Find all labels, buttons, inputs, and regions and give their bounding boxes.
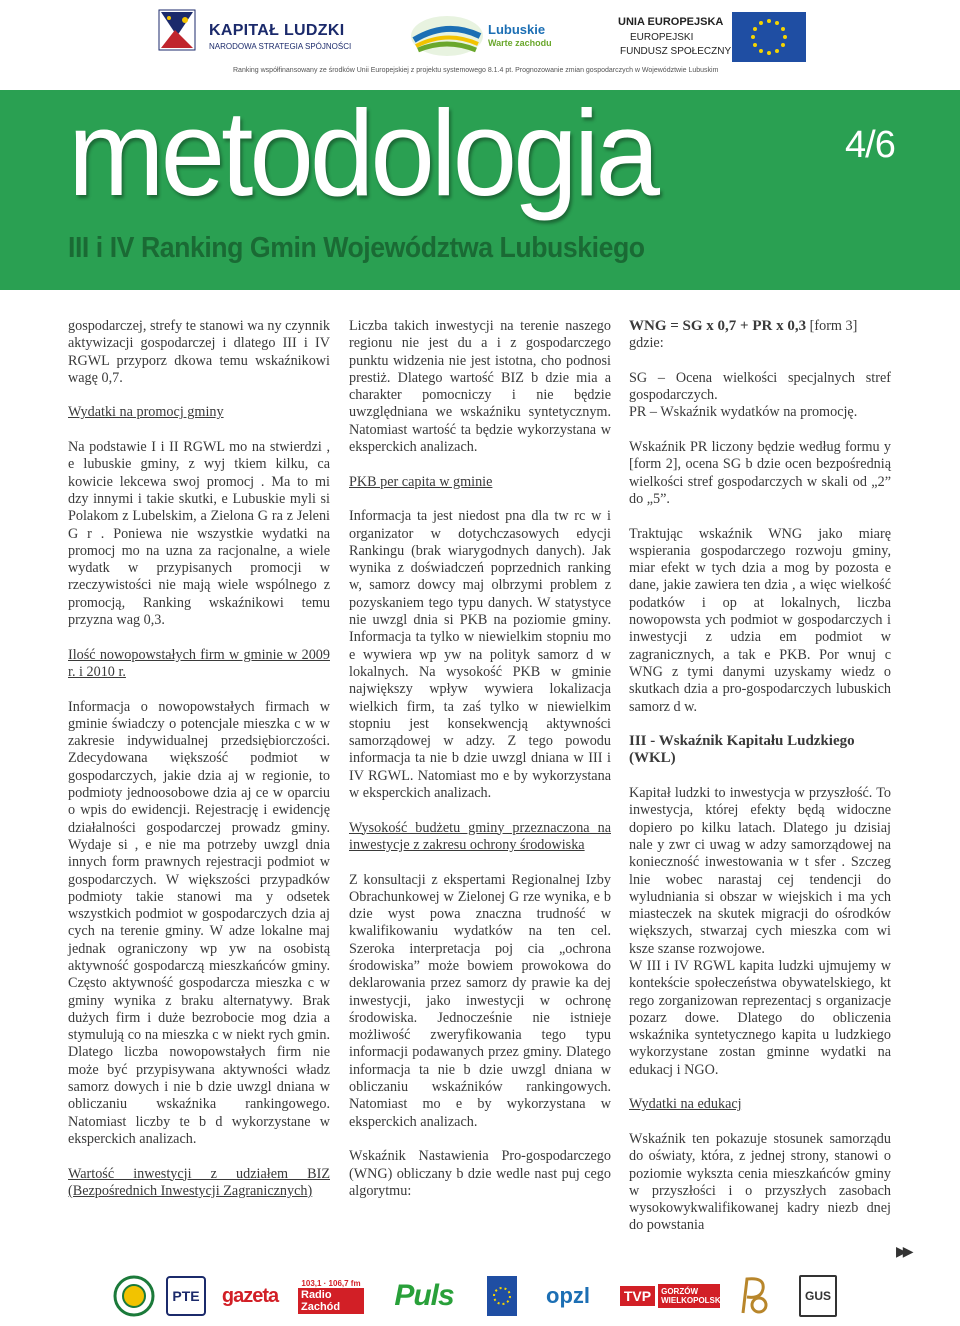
section-heading: Wartość inwestycji z udziałem BIZ (Bezpośrednich Inwestycji Zagranicznych) bbox=[68, 1165, 330, 1199]
section-heading: Ilość nowopowstałych firm w gminie w 2009 r. i 2010 r. bbox=[68, 646, 330, 680]
paragraph: gospodarczej, strefy te stanowi wa ny czynnik aktywizacji gospodarczej i dlatego III i IV RGWL przyporz dkowa temu wskaźnikowi wagę 0,7. bbox=[68, 318, 330, 386]
lubuskie-logo bbox=[410, 12, 560, 62]
formula-tag: [form 3] bbox=[809, 318, 858, 334]
formula-where: gdzie: bbox=[629, 335, 664, 352]
section-heading: Wydatki na edukacj bbox=[629, 1096, 742, 1113]
ue-line3: FUNDUSZ SPOŁECZNY bbox=[620, 46, 732, 57]
gus-text: GUS bbox=[799, 1275, 837, 1317]
eu-small-logo bbox=[486, 1272, 518, 1320]
round-emblem-icon bbox=[113, 1275, 155, 1317]
definition: PR – Wskaźnik wydatków na promocję. bbox=[629, 404, 858, 421]
ue-logo bbox=[618, 12, 808, 62]
paragraph: Z konsultacji z ekspertami Regionalnej Izby Obrachunkowej w Zielonej G rze wynika, e b dzie wyst powa znaczna trudność w kwalifikowaniu wydatków na ten cel. Szeroka interpretacja poj cia „ochrona środowiska” może bowiem prowokowa do deklarowania przez samorz dy prawie ka dej inwestycji, jako inwestycji w ochronę środowiska. Jednocześnie nie istnieje możliwość zweryfikowania tego typu informacji podawanych przez gminy. Dlatego informacja ta nie b dzie uwzgl dniana w obliczaniu wskaźników rankingowych. Natomiast mo e by wykorzystana w eksperckich analizach. bbox=[349, 871, 611, 1130]
ue-line1: UNIA EUROPEJSKA bbox=[618, 16, 724, 28]
lubuskie-tagline: Warte zachodu bbox=[488, 38, 552, 48]
tvp-region: GORZÓW WIELKOPOLSKI bbox=[658, 1284, 720, 1308]
opzl-logo bbox=[530, 1272, 606, 1320]
section-heading: Wydatki na promocj gminy bbox=[68, 404, 224, 421]
eu-flag-icon bbox=[732, 12, 806, 62]
gazeta-text: gazeta bbox=[221, 1284, 279, 1307]
lubuskie-wave-icon bbox=[410, 14, 484, 58]
kapital-ludzki-subtitle: NARODOWA STRATEGIA SPÓJNOŚCI bbox=[209, 42, 352, 51]
paragraph: Liczba takich inwestycji na terenie naszego regionu nie jest du a i z gospodarczego punktu widzenia nie jest istotna, cho podnosi prestiż. Dlatego wartość BIZ b dzie mia a charakter pomocniczy i nie będzie uwzględniana we wskaźniku syntetycznym. Natomiast wartość ta będzie wykorzystana w eksperckich analizach. bbox=[349, 318, 611, 456]
formula bbox=[629, 318, 891, 335]
radio-zachod-logo bbox=[298, 1272, 364, 1320]
page-number: 4/6 bbox=[845, 124, 895, 166]
pro-logo bbox=[734, 1272, 774, 1320]
kapital-ludzki-emblem bbox=[155, 6, 203, 62]
kapital-ludzki-title: KAPITAŁ LUDZKI bbox=[209, 22, 345, 39]
paragraph: Wskaźnik PR liczony będzie według formu y [form 2], ocena SG b dzie ocen bezpośrednią wielkości stref gospodarczych w skali od „2” do „5”. bbox=[629, 439, 891, 507]
section-heading: III - Wskaźnik Kapitału Ludzkiego (WKL) bbox=[629, 733, 855, 767]
definition: SG – Ocena wielkości specjalnych stref gospodarczych. bbox=[629, 369, 891, 404]
paragraph: Wskaźnik ten pokazuje stosunek samorządu do oświaty, która, z jednej strony, stanowi o poziomie wykszta cenia mieszkańców gminy w przyszłości i o przyszłych zasobach wysokowykwalifikowanej kadry niezb dnej do powstania bbox=[629, 1130, 891, 1234]
paragraph: Wskaźnik Nastawienia Pro-gospodarczego (WNG) obliczany b dzie wedle nast puj cego algorytmu: bbox=[349, 1148, 611, 1199]
radio-name: Radio Zachód bbox=[298, 1288, 364, 1314]
sponsor-logos bbox=[0, 1272, 960, 1326]
text-column-1 bbox=[68, 318, 330, 1200]
tvp-text: TVP bbox=[620, 1286, 655, 1306]
paragraph: Informacja o nowopowstałych firmach w gminie świadczy o potencjale mieszka c w w zakresie indywidualnej przedsiębiorczości. Zdecydowana większość podmiot w gospodarczych, jakie dzia aj w regionie, to podmioty jednoosobowe dzia aj ce w oparciu o wpis do ewidencji. Rejestrację i ewidencję działalności gospodarczej prowadz gminy. Wydaje si , e nie ma potrzeby uwzgl dnia innych form prawnych rejestracji podmiot w gospodarczych. W większości przypadków podmioty takie stanowi ma y odsetek wszystkich podmiot w gospodarczych dzia aj cych na terenie gminy. W adze lokalne maj jednak ograniczony wp yw na osobistą aktywność gospodarczą mieszkańców gminy. Często aktywność gospodarcza mieszka c w gminy wynika z braku alternatywy. Brak dużych firm i duże bezrobocie mog dzia a stymulują co na mieszka c w niekt rych gmin. Dlatego liczba nowopowstałych firm nie może być przypisywana aktywności władz samorz dowych i nie b dzie uwzgl dniana w obliczaniu wskaźnika rankingowego. Natomiast liczby te b d wykorzystane w eksperckich analizach. bbox=[68, 698, 330, 1147]
continue-arrow-icon: ▶▶ bbox=[896, 1244, 910, 1260]
text-column-2 bbox=[349, 318, 611, 1200]
emblem-logo bbox=[112, 1272, 156, 1320]
paragraph: Informacja ta jest niedost pna dla tw rc w i organizator w dotychczasowych edycji Rankingu (brak wiarygodnych danych). Jak wynika z doświadczeń poprzednich ranking w, samorz dowcy maj olbrzymi problem z pozyskaniem tego typu danych. W statystyce nie uwzgl dnia si PKB na poziomie gminy. Informacja ta tylko w niewielkim stopniu mo e wywiera wp yw na polityk samorz d w lokalnych. Na wysokość PKB w gminie największy wpływ wywiera lokalizacja wielkich firm, ta zaś tylko w niewielkim stopniu jest konsekwencją aktywności samorządowej w adzy. Z tego powodu informacja ta nie b dzie uwzgl dniana w III i IV RGWL. Natomiast mo e by wykorzystana w eksperckich analizach. bbox=[349, 508, 611, 802]
gus-logo bbox=[798, 1272, 838, 1320]
lubuskie-name: Lubuskie bbox=[488, 22, 546, 37]
paragraph: Na podstawie I i II RGWL mo na stwierdzi , e lubuskie gminy, z wyj tkiem kilku, ca kowicie lekcewa swoj promocj . Ma to mi dzy innymi i takie skutki, e Lubuskie myli si Polakom z Lubelskim, a Zielona G ra z Jeleni G r . Poniewa nie wszystkie wydatki na promocj mo na uzna za racjonalne, a wiele wydatk w przypisanych promocji w rzeczywistości nie mają wiele wspólnego z promocją, Ranking wskaźnikowi temu przyzna wag 0,3. bbox=[68, 439, 330, 629]
text-column-3 bbox=[629, 318, 891, 1235]
paragraph: Traktując wskaźnik WNG jako miarę wspierania gospodarczego rozwoju gminy, miar efekt w tych dzia a mog by pozosta e dane, jakie zawiera ten dzia , a więc wielkość podatków i op at lokalnych, liczba nowopowsta ych podmiot w gospodarczych i inwestycji z udzia em podmiot w zagranicznych, a tak e PKB. Por wnuj c WNG z tymi danymi uzyskamy wiedz o skutkach dzia a pro-gospodarczych lubuskich samorz d w. bbox=[629, 525, 891, 715]
page-subtitle: III i IV Ranking Gmin Województwa Lubuskiego bbox=[68, 232, 645, 264]
section-heading: Wysokość budżetu gminy przeznaczona na inwestycje z zakresu ochrony środowiska bbox=[349, 819, 611, 853]
eu-flag-small-icon bbox=[487, 1276, 517, 1316]
section-heading: PKB per capita w gminie bbox=[349, 473, 493, 490]
ue-line2: EUROPEJSKI bbox=[630, 32, 694, 43]
page-title: metodologia bbox=[68, 84, 656, 222]
cofinance-note: Ranking współfinansowany ze środków Unii Europejskiej z projektu systemowego 8.1.4 pt. Prognozowanie zmian gospodarczych w Województwie Lubuskim bbox=[233, 67, 719, 74]
header-logos bbox=[0, 0, 960, 90]
radio-frequency: 103,1 · 106,7 fm bbox=[301, 1278, 361, 1288]
kapital-ludzki-logo bbox=[155, 6, 355, 62]
formula-expression: WNG = SG x 0,7 + PR x 0,3 bbox=[629, 318, 807, 334]
pte-logo bbox=[166, 1272, 206, 1320]
tvp-logo bbox=[618, 1272, 722, 1320]
opzl-text: opzl bbox=[546, 1283, 590, 1308]
pro-script-icon bbox=[735, 1273, 773, 1319]
puls-logo bbox=[378, 1272, 470, 1320]
paragraph: Kapitał ludzki to inwestycja w przyszłość. To inwestycja, której efekty będą widoczne dopiero po kilku latach. Dlatego ju dzisiaj nale y zwr ci uwag w adzy samorządowej na konieczność inwestowania w t sfer . Szczeg lnie wobec narastaj cej tendencji do wyludniania si obszar w wiejskich i ma ych miasteczek na skutek migracji do ośrodków większych, stwarzaj cych mieszka com wi ksze szanse rozwojowe. bbox=[629, 785, 891, 957]
puls-text: Puls bbox=[394, 1279, 454, 1312]
paragraph: W III i IV RGWL kapita ludzki ujmujemy w kontekście społeczeństwa obywatelskiego, kt rego zorganizowan reprezentacj s organizacje pozarz dowe. Dlatego do obliczenia wskaźnika syntetycznego kapita u ludzkiego wykorzystane zostan gminne wydatki na edukacj i NGO. bbox=[629, 957, 891, 1078]
pte-text: PTE bbox=[166, 1276, 206, 1316]
gazeta-logo bbox=[216, 1272, 284, 1320]
